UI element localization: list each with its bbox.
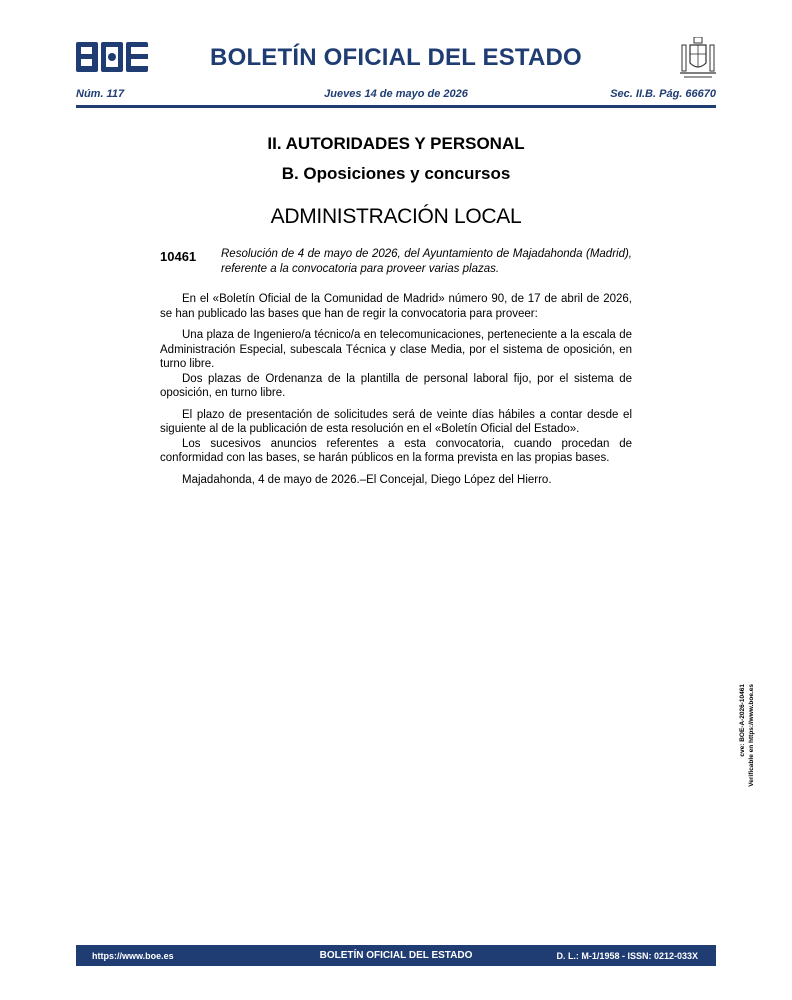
coat-of-arms-icon [680,37,716,79]
administration-heading: ADMINISTRACIÓN LOCAL [270,205,522,228]
footer-legal: D. L.: M-1/1958 - ISSN: 0212-033X [556,951,698,961]
header-rule [76,105,716,108]
section-page: Sec. II.B. Pág. 66670 [610,88,716,100]
boe-logo [76,42,148,72]
paragraph: En el «Boletín Oficial de la Comunidad de Madrid» número 90, de 17 de abril de 2026, se han publicado las bases que han de regir la convocatoria para proveer: [160,293,632,320]
footer-url-link[interactable]: https://www.boe.es [92,951,174,961]
footer-bar [76,945,716,966]
paragraph: El plazo de presentación de solicitudes será de veinte días hábiles a contar desde el siguiente al de la publicación de esta resolución en el «Boletín Oficial del Estado». [160,408,632,435]
footer-title: BOLETÍN OFICIAL DEL ESTADO [319,950,473,961]
subsection-heading: B. Oposiciones y concursos [281,164,511,183]
cve-sidebar [698,684,755,924]
issue-number: Núm. 117 [76,88,125,100]
announcement-body [160,292,632,487]
section-heading: II. AUTORIDADES Y PERSONAL [267,134,525,153]
announcement-number: 10461 [160,249,197,264]
announcement-title: Resolución de 4 de mayo de 2026, del Ayuntamiento de Majadahonda (Madrid), referente a la convocatoria para proveer varias plazas. [221,248,632,275]
masthead-title: BOLETÍN OFICIAL DEL ESTADO [210,44,582,71]
paragraph: Dos plazas de Ordenanza de la plantilla de personal laboral fijo, por el sistema de oposición, en turno libre. [160,372,632,399]
cve-code: cve: BOE-A-2026-10461 [739,684,746,757]
paragraph: Los sucesivos anuncios referentes a esta convocatoria, cuando procedan de conformidad con las bases, se harán públicos en la forma prevista en las propias bases. [160,437,632,464]
issue-meta [76,88,716,102]
signature-line: Majadahonda, 4 de mayo de 2026.–El Concejal, Diego López del Hierro. [182,473,552,486]
issue-date: Jueves 14 de mayo de 2026 [324,88,468,100]
paragraph: Una plaza de Ingeniero/a técnico/a en telecomunicaciones, perteneciente a la escala de Administración Especial, subescala Técnica y clase Media, por el sistema de oposición, en turno libre. [160,329,632,370]
verify-note: Verificable en https://www.boe.es [748,684,755,787]
